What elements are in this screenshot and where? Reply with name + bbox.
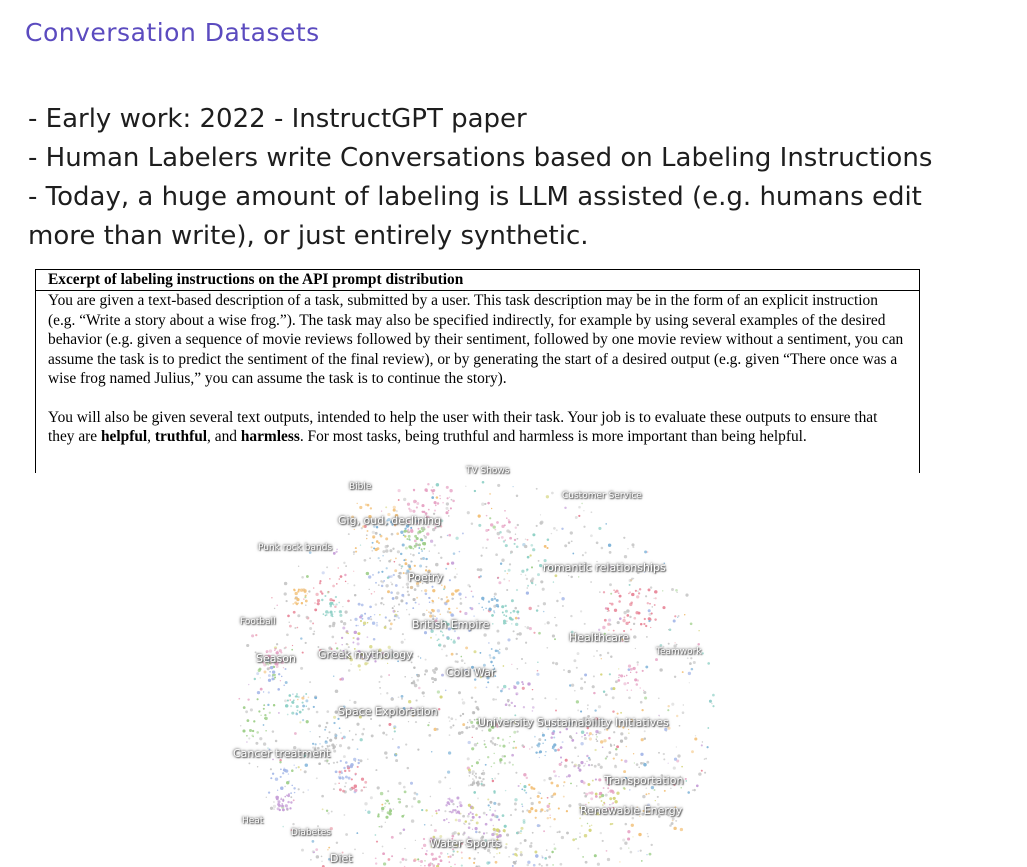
topic-label-transportation: Transportation xyxy=(604,774,684,787)
p2-text-c: , and xyxy=(207,428,241,445)
p2-truthful: truthful xyxy=(154,428,208,445)
topic-label-greek-mythology: Greek mythology xyxy=(318,648,413,661)
topic-label-cold-war: Cold War xyxy=(446,666,496,679)
p2-helpful: helpful xyxy=(100,428,148,445)
topic-cluster-map xyxy=(228,466,728,867)
p2-text-d: . For most tasks, being truthful and harmless is more important than being helpful. xyxy=(299,428,807,445)
topic-label-teamwork: Teamwork xyxy=(656,647,702,657)
topic-label-cancer-treatment: Cancer treatment xyxy=(233,747,331,760)
topic-label-football: Football xyxy=(240,617,276,627)
excerpt-paragraph-2 xyxy=(48,408,907,447)
topic-label-water-sports: Water Sports xyxy=(430,837,502,850)
excerpt-body xyxy=(36,291,919,447)
labeling-instructions-excerpt xyxy=(35,269,920,473)
bullet-item: - Human Labelers write Conversations based on Labeling Instructions xyxy=(28,143,933,173)
bullet-item: - Today, a huge amount of labeling is LLM assisted (e.g. humans edit more than write), or just entirely synthetic. xyxy=(28,182,922,251)
p2-harmless: harmless xyxy=(240,428,300,445)
topic-label-heat: Heat xyxy=(242,816,264,826)
slide-title: Conversation Datasets xyxy=(25,18,320,47)
bullet-list xyxy=(28,100,988,256)
topic-label-diabetes: Diabetes xyxy=(291,828,331,838)
excerpt-heading: Excerpt of labeling instructions on the API prompt distribution xyxy=(36,270,919,291)
topic-label-customer-service: Customer Service xyxy=(562,491,642,501)
topic-label-season: Season xyxy=(256,652,296,665)
topic-label-gig: Gig, oud, declining xyxy=(338,514,442,527)
p2-text-a: You will also be given several text outputs, intended to help the user with their task. Your job is to evaluate these outputs to ensure that they are xyxy=(48,408,878,445)
topic-label-bible: Bible xyxy=(349,482,372,492)
topic-label-poetry: Poetry xyxy=(408,571,444,584)
topic-label-university: University Sustainability Initiatives xyxy=(478,716,669,729)
topic-label-tv-shows: TV Shows xyxy=(466,466,510,476)
topic-label-british-empire: British Empire xyxy=(412,618,490,631)
topic-label-romantic: romantic relationships xyxy=(543,561,666,574)
topic-label-punk: Punk rock bands xyxy=(258,543,333,553)
topic-label-healthcare: Healthcare xyxy=(569,631,629,644)
topic-label-diet: Diet xyxy=(330,852,353,865)
topic-label-space-exploration: Space Exploration xyxy=(338,705,438,718)
bullet-item: - Early work: 2022 - InstructGPT paper xyxy=(28,104,527,134)
topic-label-renewable-energy: Renewable Energy xyxy=(580,804,683,817)
excerpt-paragraph-1: You are given a text-based description of a task, submitted by a user. This task description may be in the form of an explicit instruction (e.g. “Write a story about a wise frog.”). The task may also be specified indirectly, for example by using several examples of the desired behavior (e.g. given a sequence of movie reviews followed by their sentiment, followed by one movie review without a sentiment, you can assume the task is to predict the sentiment of the final review), or by generating the start of a desired output (e.g. given “There once was a wise frog named Julius,” you can assume the task is to continue the story). xyxy=(48,292,904,387)
p2-text-b: , xyxy=(147,428,155,445)
